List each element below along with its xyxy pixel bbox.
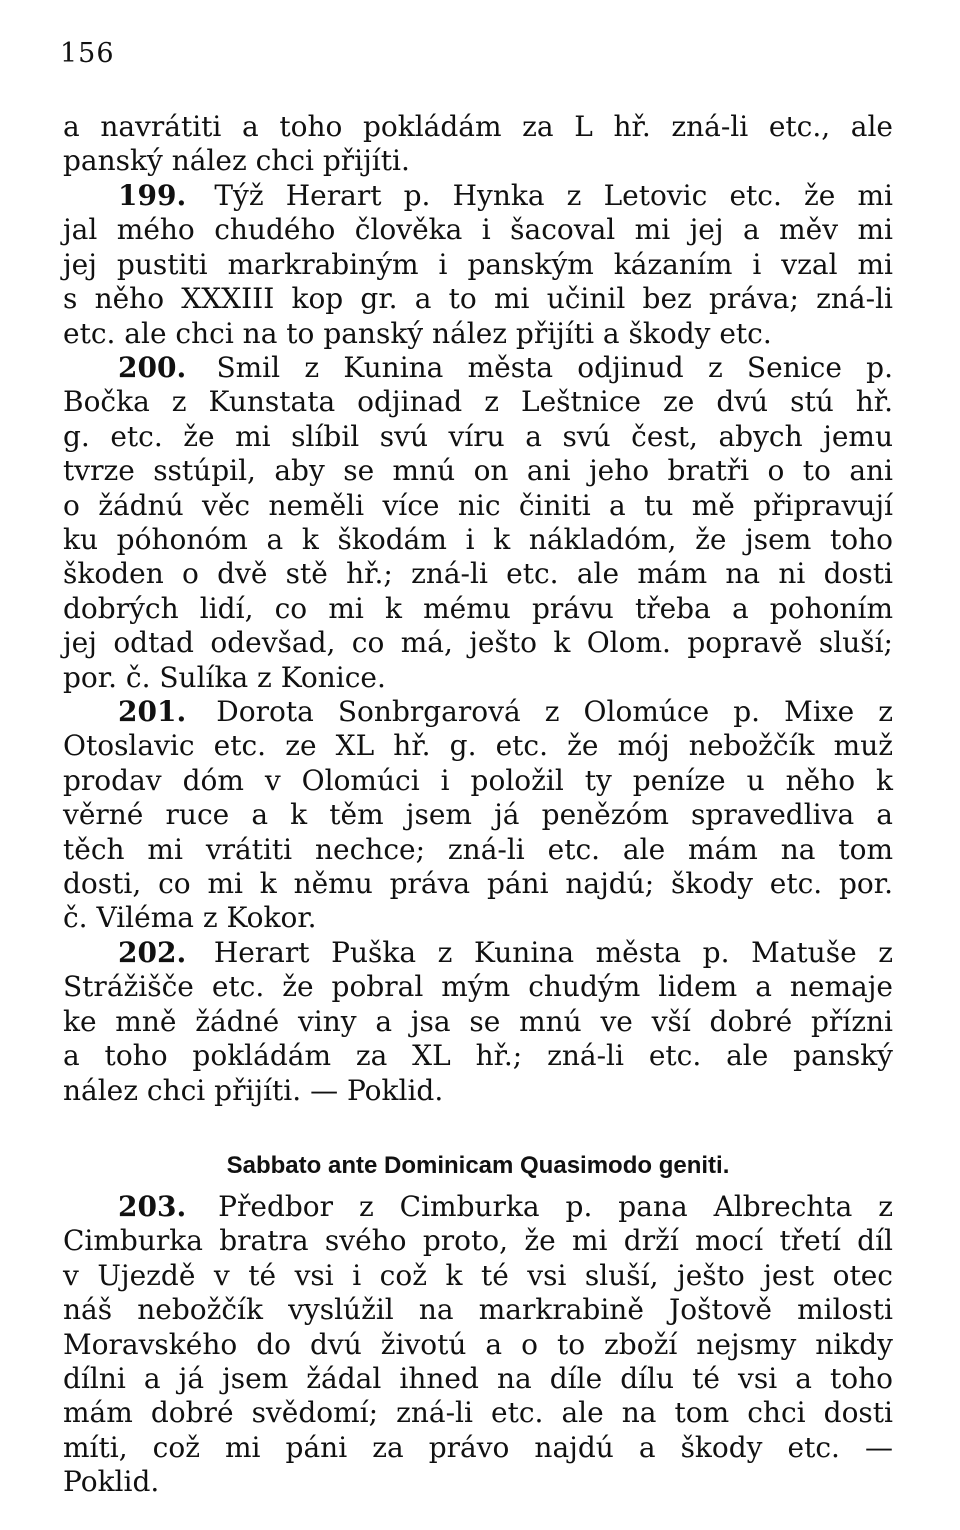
entry-201 <box>63 695 893 936</box>
continuation-paragraph <box>63 110 893 179</box>
text-line: ke mně žádné viny a jsa se mnú ve vší dobré přízni <box>63 1004 893 1038</box>
entry-199 <box>63 179 893 351</box>
entry-text: Předbor z Cimburka p. pana Albrechta z <box>218 1190 894 1223</box>
text-line: nález chci přijíti. — Poklid. <box>63 1073 444 1107</box>
text-line: těch mi vrátiti nechce; zná-li etc. ale mám na tom <box>63 832 893 866</box>
entry-text: Týž Herart p. Hynka z Letovic etc. že mi <box>214 179 893 212</box>
text-line: Strážišče etc. že pobral mým chudým lidem a nemaje <box>63 970 893 1004</box>
text-line: jal mého chudého člověka i šacoval mi jej a měv mi <box>63 213 893 247</box>
text-line: v Ujezdě v té vsi i což k té vsi sluší, ješto jest otec <box>63 1258 893 1292</box>
entry-text: Dorota Sonbrgarová z Olomúce p. Mixe z <box>216 695 893 728</box>
page-number: 156 <box>60 38 115 69</box>
text-line: panský nález chci přijíti. <box>63 144 410 178</box>
entry-first-line <box>63 695 893 729</box>
text-line: s něho XXXIII kop gr. a to mi učinil bez práva; zná-li <box>63 282 893 316</box>
text-line: č. Viléma z Kokor. <box>63 901 317 935</box>
entry-number: 203. <box>118 1190 187 1223</box>
entry-first-line <box>63 1190 893 1224</box>
entry-text: Smil z Kunina města odjinud z Senice p. <box>216 351 893 384</box>
text-line: dobrých lidí, co mi k mému právu třeba a pohoním <box>63 591 893 625</box>
text-line: a navrátiti a toho pokládám za L hř. zná-li etc., ale <box>63 110 893 143</box>
entry-first-line <box>63 179 893 213</box>
text-line: Moravského do dvú životú a o to zboží nejsmy nikdy <box>63 1327 893 1361</box>
text-line: o žádnú věc neměli více nic činiti a tu mě připravují <box>63 488 893 522</box>
text-line: g. etc. že mi slíbil svú víru a svú čest, abych jemu <box>63 419 893 453</box>
text-line: věrné ruce a k těm jsem já penězóm spravedliva a <box>63 798 893 832</box>
text-line: Poklid. <box>63 1465 160 1499</box>
text-line: škoden o dvě stě hř.; zná-li etc. ale mám na ni dosti <box>63 557 893 591</box>
entry-number: 202. <box>118 936 187 969</box>
text-line: etc. ale chci na to panský nález přijíti a škody etc. <box>63 316 772 350</box>
entry-first-line <box>63 936 893 970</box>
entry-number: 199. <box>118 179 187 212</box>
text-line: prodav dóm v Olomúci i položil ty peníze u něho k <box>63 763 893 797</box>
text-line: jej odtad odevšad, co má, ješto k Olom. popravě sluší; <box>63 626 893 660</box>
entry-203 <box>63 1190 893 1500</box>
text-line: dosti, co mi k němu práva páni najdú; škody etc. por. <box>63 866 893 900</box>
text-line: dílni a já jsem žádal ihned na díle dílu té vsi a toho <box>63 1361 893 1395</box>
text-line: por. č. Sulíka z Konice. <box>63 660 386 694</box>
text-line: ku póhonóm a k škodám i k nákladóm, že jsem toho <box>63 522 893 556</box>
entry-number: 201. <box>118 695 187 728</box>
text-line: Cimburka bratra svého proto, že mi drží mocí třetí díl <box>63 1224 893 1258</box>
entry-number: 200. <box>118 351 187 384</box>
text-line: náš nebožčík vyslúžil na markrabině Joštově milosti <box>63 1293 893 1327</box>
text-line: Bočka z Kunstata odjinad z Leštnice ze dvú stú hř. <box>63 385 893 419</box>
entry-202 <box>63 936 893 1108</box>
entry-text: Herart Puška z Kunina města p. Matuše z <box>213 936 894 969</box>
text-line: jej pustiti markrabiným i panským kázaním i vzal mi <box>63 247 893 281</box>
entry-first-line <box>63 351 893 385</box>
text-line: Otoslavic etc. ze XL hř. g. etc. že mój nebožčík muž <box>63 729 893 763</box>
section-heading: Sabbato ante Dominicam Quasimodo geniti. <box>226 1152 730 1179</box>
text-line: mám dobré svědomí; zná-li etc. ale na tom chci dosti <box>63 1396 893 1430</box>
text-line: míti, což mi páni za právo najdú a škody etc. — <box>63 1430 893 1464</box>
text-line: a toho pokládám za XL hř.; zná-li etc. ale panský <box>63 1039 893 1073</box>
text-line: tvrze sstúpil, aby se mnú on ani jeho bratři o to ani <box>63 454 893 488</box>
entry-200 <box>63 351 893 695</box>
